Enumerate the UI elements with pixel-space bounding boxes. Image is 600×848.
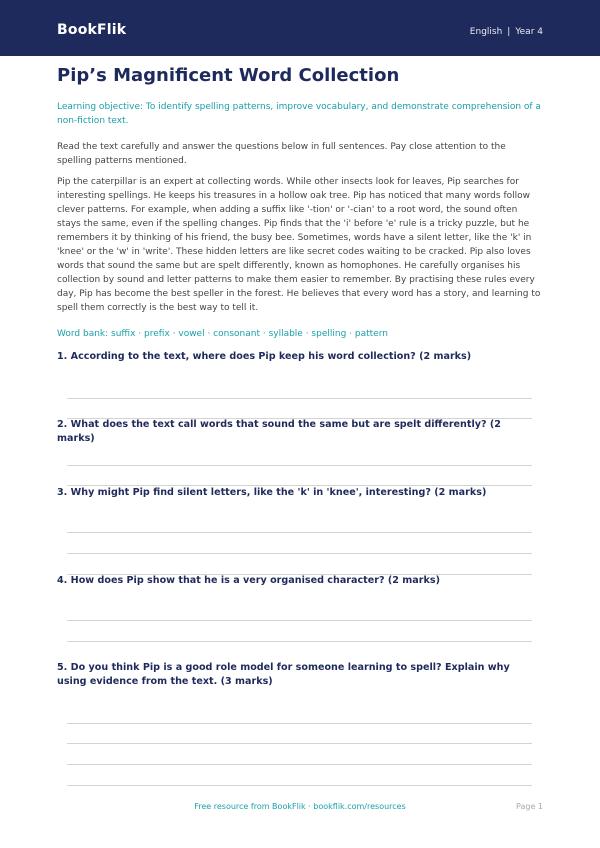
reading-passage: Pip the caterpillar is an expert at collecting words. While other insects look for leaves, Pip searches for interesting spellings. He keeps his treasures in a hollow oak tree. Pip has noticed that many words follow clever patterns. For example, when adding a suffix like '-tion' or '-cian' to a root word, the sound often stays the same, even if the spelling changes. Pip finds that the 'i' before 'e' rule is a tricky puzzle, but he remembers it by thinking of his friend, the busy bee. Sometimes, words have a silent letter, like the 'k' in 'knee' or the 'w' in 'write'. These hidden letters are like secret codes waiting to be cracked. Pip also loves words that sound the same but are spelt differently, known as homophones. He carefully organises his collection by sound and letter patterns to make them easier to remember. By practising these rules every day, Pip has become the best speller in the forest. He believes that every word has a story, and learning to spell them correctly is the best way to tell it. [57, 177, 541, 313]
answer-line[interactable] [67, 553, 532, 554]
answer-line[interactable] [67, 723, 532, 724]
brand-logo: BookFlik [57, 22, 127, 38]
page-title: Pip’s Magnificent Word Collection [57, 65, 400, 86]
question-1: 1. According to the text, where does Pip keep his word collection? (2 marks) [57, 351, 472, 362]
header-bar [0, 0, 600, 56]
answer-line[interactable] [67, 532, 532, 533]
question-3: 3. Why might Pip find silent letters, like the 'k' in 'knee', interesting? (2 marks) [57, 487, 487, 498]
question-4: 4. How does Pip show that he is a very organised character? (2 marks) [57, 575, 440, 586]
question-2: 2. What does the text call words that sound the same but are spelt differently? (2 marks) [57, 419, 501, 444]
year-label: Year 4 [515, 27, 543, 37]
answer-line[interactable] [67, 398, 532, 399]
answer-line[interactable] [67, 620, 532, 621]
word-bank: Word bank: suffix · prefix · vowel · consonant · syllable · spelling · pattern [57, 329, 388, 339]
learning-objective: Learning objective: To identify spelling patterns, improve vocabulary, and demonstrate comprehension of a non-fiction text. [57, 102, 541, 126]
worksheet-body [57, 64, 543, 341]
answer-line[interactable] [67, 764, 532, 765]
answer-line[interactable] [67, 785, 532, 786]
answer-line[interactable] [67, 465, 532, 466]
answer-line[interactable] [67, 743, 532, 744]
footer-resource-link[interactable]: Free resource from BookFlik · bookflik.com/resources [194, 802, 406, 811]
meta-separator: | [507, 27, 511, 37]
header-meta [470, 27, 543, 37]
question-5: 5. Do you think Pip is a good role model for someone learning to spell? Explain why using evidence from the text. (3 marks) [57, 662, 510, 687]
page-number: Page 1 [516, 802, 543, 811]
answer-line[interactable] [67, 641, 532, 642]
subject-label: English [469, 27, 503, 37]
instructions: Read the text carefully and answer the questions below in full sentences. Pay close attention to the spelling patterns mentioned. [57, 142, 506, 166]
